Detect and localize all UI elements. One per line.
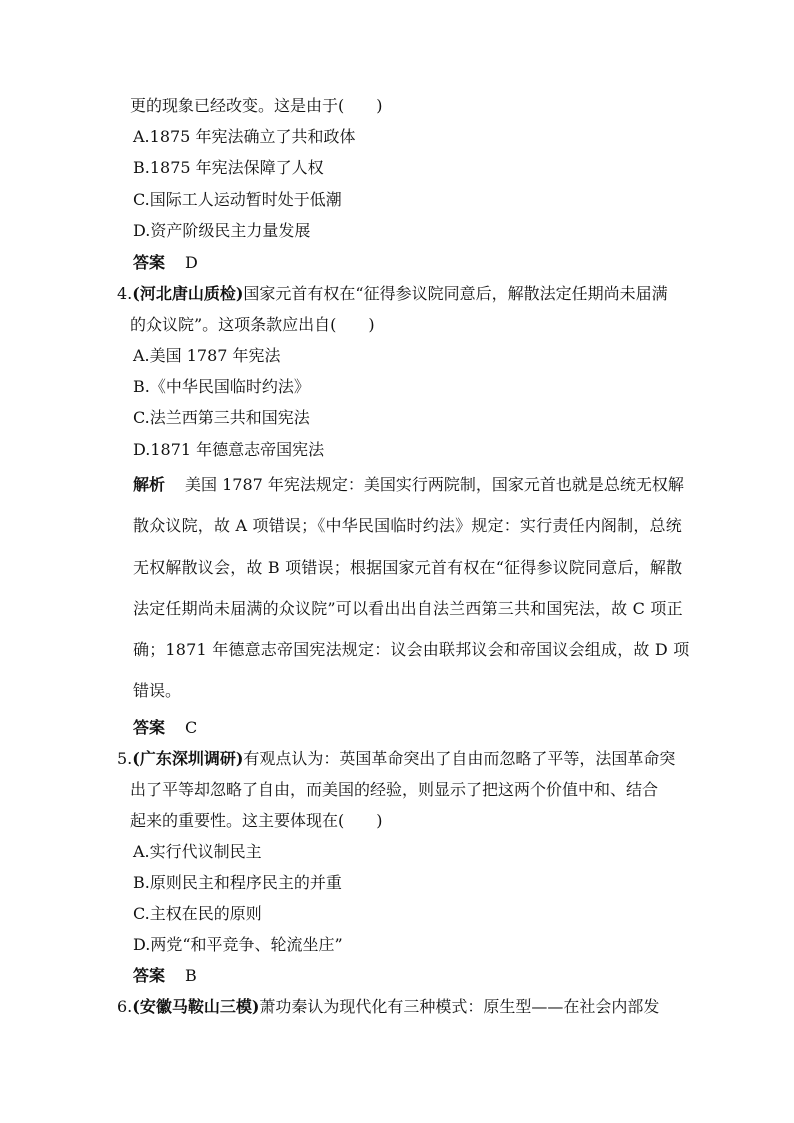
q5-option-c: C.主权在民的原则: [133, 904, 262, 923]
q3-answer-value: D: [185, 253, 198, 272]
q4-analysis-text-1: 美国 1787 年宪法规定：美国实行两院制，国家元首也就是总统无权解: [185, 475, 684, 494]
q5-number: 5.: [117, 749, 133, 768]
q3-answer-label: 答案: [133, 253, 166, 272]
q4-option-b: B.《中华民国临时约法》: [133, 377, 310, 396]
q5-option-d: D.两党“和平竞争、轮流坐庄”: [133, 935, 343, 954]
q3-option-a: A.1875 年宪法确立了共和政体: [133, 127, 356, 146]
q4-option-a: A.美国 1787 年宪法: [133, 346, 281, 365]
q4-analysis-line-1: [133, 475, 684, 495]
q6-source: (安徽马鞍山三模): [132, 997, 260, 1016]
q5-answer: [133, 966, 197, 986]
q5-source: (广东深圳调研): [132, 749, 244, 768]
q4-analysis-line-5: 确；1871 年德意志帝国宪法规定：议会由联邦议会和帝国议会组成，故 D 项: [133, 640, 690, 659]
q3-option-c: C.国际工人运动暂时处于低潮: [133, 190, 342, 209]
q3-option-d: D.资产阶级民主力量发展: [133, 221, 311, 240]
q4-answer: [133, 718, 197, 738]
q4-stem-line-2: 的众议院”。这项条款应出自( ): [130, 315, 375, 334]
q6-stem-text-1: 萧功秦认为现代化有三种模式：原生型——在社会内部发: [259, 997, 660, 1016]
q4-analysis-line-2: 散众议院，故 A 项错误；《中华民国临时约法》规定：实行责任内阁制，总统: [133, 516, 682, 535]
q3-option-b: B.1875 年宪法保障了人权: [133, 158, 324, 177]
q4-option-d: D.1871 年德意志帝国宪法: [133, 440, 325, 459]
q3-answer: [133, 253, 198, 273]
q4-stem-line-1: [117, 284, 668, 304]
q4-answer-label: 答案: [133, 718, 166, 737]
q5-answer-value: B: [185, 966, 197, 985]
q4-analysis-label: 解析: [133, 475, 166, 494]
q5-option-b: B.原则民主和程序民主的并重: [133, 873, 342, 892]
q4-option-c: C.法兰西第三共和国宪法: [133, 408, 310, 427]
q3-stem-tail: 更的现象已经改变。这是由于( ): [130, 96, 383, 115]
q6-stem-line-1: [117, 997, 659, 1017]
q4-number: 4.: [117, 284, 133, 303]
q5-stem-line-3: 起来的重要性。这主要体现在( ): [130, 811, 383, 830]
q4-analysis-line-4: 法定任期尚未届满的众议院”可以看出出自法兰西第三共和国宪法，故 C 项正: [133, 599, 683, 618]
q4-analysis-line-3: 无权解散议会，故 B 项错误；根据国家元首有权在“征得参议院同意后，解散: [133, 558, 683, 577]
q4-answer-value: C: [185, 718, 198, 737]
q5-stem-line-1: [117, 749, 675, 769]
q5-stem-line-2: 出了平等却忽略了自由，而美国的经验，则显示了把这两个价值中和、结合: [130, 780, 659, 799]
q6-number: 6.: [117, 997, 133, 1016]
q4-source: (河北唐山质检): [132, 284, 244, 303]
q5-answer-label: 答案: [133, 966, 166, 985]
q5-option-a: A.实行代议制民主: [133, 842, 262, 861]
q5-stem-text-1: 有观点认为：英国革命突出了自由而忽略了平等，法国革命突: [243, 749, 676, 768]
q4-stem-text-1: 国家元首有权在“征得参议院同意后，解散法定任期尚未届满: [243, 284, 668, 303]
q4-analysis-line-6: 错误。: [133, 681, 182, 700]
